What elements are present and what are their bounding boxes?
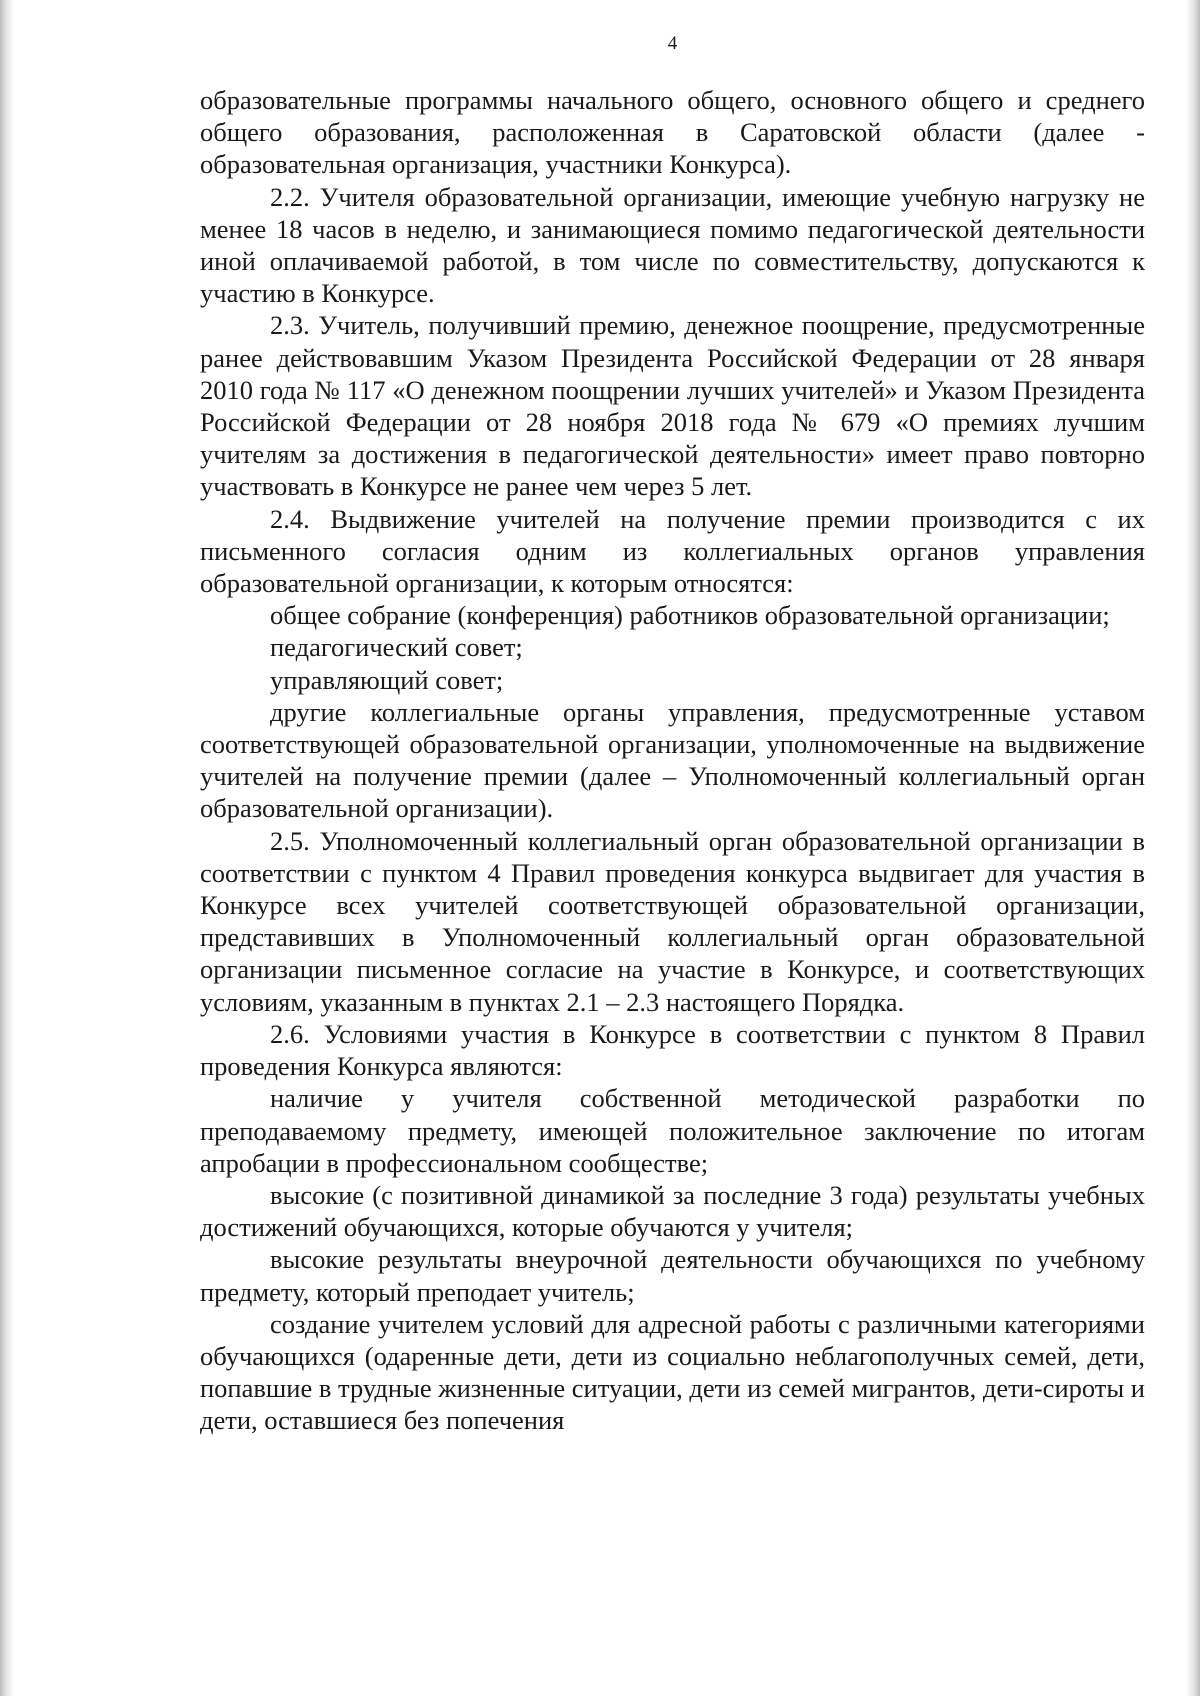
condition-targeted-work: создание учителем условий для адресной работы с различными категориями обучающихся (одаренные дети, дети из социально неблагополучных семей, дети, попавшие в трудные жизненные ситуации, дети из семей мигрантов, дети-сироты и дети, оставшиеся без попечения [200, 1308, 1145, 1436]
document-body [200, 84, 1145, 1437]
paragraph-continuation: образовательные программы начального общего, основного общего и среднего общего образования, расположенная в Саратовской области (далее - образовательная организация, участники Конкурса). [200, 85, 1145, 180]
condition-extracurricular-results: высокие результаты внеурочной деятельности обучающихся по учебному предмету, который преподает учитель; [200, 1244, 1145, 1307]
list-item-other-bodies: другие коллегиальные органы управления, предусмотренные уставом соответствующей образовательной организации, уполномоченные на выдвижение учителей на получение премии (далее – Уполномоченный коллегиальный орган образовательной организации). [200, 696, 1145, 824]
paragraph-2-2: 2.2. Учителя образовательной организации, имеющие учебную нагрузку не менее 18 часов в неделю, и занимающиеся помимо педагогической деятельности иной оплачиваемой работой, в том числе по совместительству, допускаются к участию в Конкурсе. [200, 181, 1145, 309]
paragraph-2-4: 2.4. Выдвижение учителей на получение премии производится с их письменного согласия одним из коллегиальных органов управления образовательной организации, к которым относятся: [200, 503, 1145, 599]
page-edge-left [0, 0, 14, 1696]
list-item-general-meeting: общее собрание (конференция) работников образовательной организации; [270, 600, 1110, 631]
paragraph-2-3: 2.3. Учитель, получивший премию, денежное поощрение, предусмотренные ранее действовавшим Указом Президента Российской Федерации от 28 января 2010 года № 117 «О денежном поощрении лучших учителей» и Указом Президента Российской Федерации от 28 ноября 2018 года № 679 «О премиях лучшим учителям за достижения в педагогической деятельности» имеет право повторно участвовать в Конкурсе не ранее чем через 5 лет. [200, 310, 1145, 502]
paragraph-2-5: 2.5. Уполномоченный коллегиальный орган образовательной организации в соответствии с пунктом 4 Правил проведения конкурса выдвигает для участия в Конкурсе всех учителей соответствующей образовательной организации, представивших в Уполномоченный коллегиальный орган образовательной организации письменное согласие на участие в Конкурсе, и соответствующих условиям, указанным в пунктах 2.1 – 2.3 настоящего Порядка. [200, 825, 1145, 1017]
paragraph-2-6: 2.6. Условиями участия в Конкурсе в соответствии с пунктом 8 Правил проведения Конкурса являются: [200, 1018, 1145, 1082]
list-item-governing-council: управляющий совет; [270, 664, 504, 695]
list-item-pedagogical-council: педагогический совет; [270, 632, 523, 663]
page-edge-right [1186, 0, 1200, 1696]
condition-methodical-development: наличие у учителя собственной методической разработки по преподаваемому предмету, имеющей положительное заключение по итогам апробации в профессиональном сообществе; [200, 1083, 1145, 1178]
page-number: 4 [667, 33, 678, 54]
condition-learning-results: высокие (с позитивной динамикой за последние 3 года) результаты учебных достижений обучающихся, которые обучаются у учителя; [200, 1179, 1145, 1243]
